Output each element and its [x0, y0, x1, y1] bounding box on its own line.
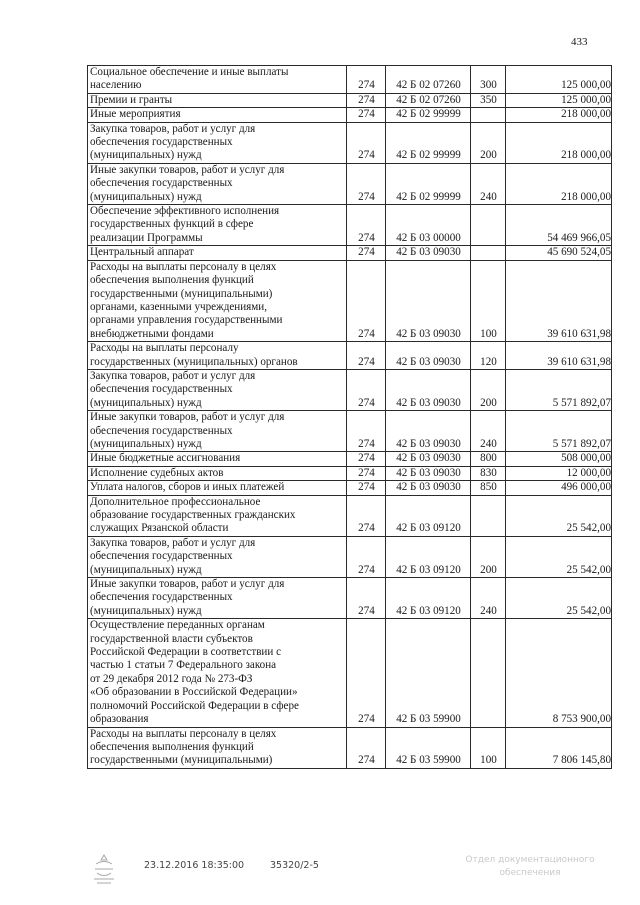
- expense-name-line: Российской Федерации в соответствии с: [90, 646, 282, 659]
- table-row: [88, 727, 612, 768]
- target-article-cell: 42 Б 03 09030: [386, 452, 471, 466]
- expense-name-line: частью 1 статьи 7 Федерального закона: [90, 659, 277, 672]
- target-article-cell: 42 Б 03 09030: [386, 260, 471, 341]
- table-row: [88, 163, 612, 204]
- grbs-code-cell: 274: [347, 536, 386, 577]
- grbs-code-cell: 274: [347, 369, 386, 410]
- expense-name-cell: [88, 578, 347, 619]
- target-article-cell: 42 Б 03 09030: [386, 481, 471, 495]
- amount-cell: 12 000,00: [506, 466, 612, 480]
- amount-cell: 508 000,00: [506, 452, 612, 466]
- expense-name-cell: [88, 260, 347, 341]
- expense-name-line: Обеспечение эффективного исполнения: [90, 205, 280, 218]
- amount-cell: 5 571 892,07: [506, 411, 612, 452]
- expense-name-cell: [88, 342, 347, 370]
- table-row: [88, 411, 612, 452]
- expense-name-cell: [88, 122, 347, 163]
- expense-type-cell: 800: [471, 452, 506, 466]
- target-article-cell: 42 Б 02 99999: [386, 163, 471, 204]
- expense-type-cell: 200: [471, 369, 506, 410]
- seal-stamp-icon: [91, 852, 117, 886]
- table-row: [88, 66, 612, 94]
- expense-name-line: реализации Программы: [90, 231, 203, 244]
- expense-name-line: «Об образовании в Российской Федерации»: [90, 686, 298, 699]
- expense-name-cell: [88, 411, 347, 452]
- expense-name-cell: [88, 246, 347, 260]
- expense-name-line: государственными (муниципальными): [90, 287, 273, 300]
- expense-name-line: образование государственных гражданских: [90, 509, 296, 521]
- expense-name-line: государственной власти субъектов: [90, 632, 253, 645]
- expense-name-line: Иные закупки товаров, работ и услуг для: [90, 578, 285, 591]
- expense-name-line: Расходы на выплаты персоналу в целях: [90, 727, 277, 740]
- target-article-cell: 42 Б 03 09030: [386, 342, 471, 370]
- expense-name-line: полномочий Российской Федерации в сфере: [90, 699, 299, 712]
- page-number: 433: [571, 36, 588, 48]
- expense-type-cell: 100: [471, 260, 506, 341]
- amount-cell: 5 571 892,07: [506, 369, 612, 410]
- amount-cell: 45 690 524,05: [506, 246, 612, 260]
- expense-name-line: (муниципальных) нужд: [90, 604, 202, 617]
- amount-cell: 25 542,00: [506, 536, 612, 577]
- expense-name-line: Закупка товаров, работ и услуг для: [90, 122, 256, 135]
- table-body: [88, 66, 612, 769]
- expense-name-line: Центральный аппарат: [90, 246, 194, 259]
- grbs-code-cell: 274: [347, 205, 386, 246]
- footer: [0, 852, 640, 892]
- expense-name-cell: [88, 163, 347, 204]
- grbs-code-cell: 274: [347, 108, 386, 122]
- expense-name-line: государственных функций в сфере: [90, 218, 254, 231]
- expense-name-cell: [88, 495, 347, 536]
- expense-type-cell: [471, 495, 506, 536]
- budget-table: [87, 65, 612, 769]
- expense-type-cell: [471, 619, 506, 727]
- expense-name-line: обеспечения государственных: [90, 177, 233, 190]
- amount-cell: 125 000,00: [506, 66, 612, 94]
- expense-name-line: обеспечения государственных: [90, 591, 233, 604]
- expense-name-line: внебюджетными фондами: [90, 327, 214, 340]
- expense-type-cell: [471, 205, 506, 246]
- amount-cell: 39 610 631,98: [506, 342, 612, 370]
- expense-name-line: (муниципальных) нужд: [90, 149, 202, 162]
- grbs-code-cell: 274: [347, 163, 386, 204]
- expense-name-line: от 29 декабря 2012 года № 273-ФЗ: [90, 672, 253, 685]
- grbs-code-cell: 274: [347, 260, 386, 341]
- expense-name-line: обеспечения государственных: [90, 550, 233, 563]
- expense-name-line: Осуществление переданных органам: [90, 619, 265, 632]
- grbs-code-cell: 274: [347, 342, 386, 370]
- expense-type-cell: 240: [471, 578, 506, 619]
- target-article-cell: 42 Б 03 09030: [386, 369, 471, 410]
- table-row: [88, 619, 612, 727]
- expense-name-line: Социальное обеспечение и иные выплаты: [90, 66, 289, 78]
- expense-type-cell: 830: [471, 466, 506, 480]
- expense-name-line: Иные мероприятия: [90, 108, 181, 121]
- target-article-cell: 42 Б 03 59900: [386, 727, 471, 768]
- amount-cell: 496 000,00: [506, 481, 612, 495]
- table-row: [88, 481, 612, 495]
- expense-name-line: обеспечения государственных: [90, 136, 233, 149]
- amount-cell: 54 469 966,05: [506, 205, 612, 246]
- expense-name-line: Дополнительное профессиональное: [90, 495, 261, 508]
- target-article-cell: 42 Б 03 59900: [386, 619, 471, 727]
- expense-name-cell: [88, 452, 347, 466]
- expense-name-cell: [88, 536, 347, 577]
- expense-name-cell: [88, 205, 347, 246]
- expense-name-line: Иные закупки товаров, работ и услуг для: [90, 411, 285, 424]
- expense-name-cell: [88, 93, 347, 107]
- expense-name-cell: [88, 108, 347, 122]
- grbs-code-cell: 274: [347, 578, 386, 619]
- expense-type-cell: 200: [471, 122, 506, 163]
- grbs-code-cell: 274: [347, 246, 386, 260]
- expense-name-line: государственных (муниципальных) органов: [90, 355, 298, 368]
- table-row: [88, 495, 612, 536]
- expense-name-line: Расходы на выплаты персоналу в целях: [90, 260, 277, 273]
- amount-cell: 218 000,00: [506, 122, 612, 163]
- amount-cell: 125 000,00: [506, 93, 612, 107]
- target-article-cell: 42 Б 03 09030: [386, 246, 471, 260]
- expense-name-line: Иные закупки товаров, работ и услуг для: [90, 163, 285, 176]
- table-row: [88, 122, 612, 163]
- expense-type-cell: [471, 108, 506, 122]
- expense-type-cell: 240: [471, 411, 506, 452]
- grbs-code-cell: 274: [347, 93, 386, 107]
- expense-name-cell: [88, 466, 347, 480]
- amount-cell: 218 000,00: [506, 108, 612, 122]
- target-article-cell: 42 Б 03 09030: [386, 466, 471, 480]
- amount-cell: 218 000,00: [506, 163, 612, 204]
- expense-name-line: (муниципальных) нужд: [90, 563, 202, 576]
- expense-name-line: Закупка товаров, работ и услуг для: [90, 369, 256, 382]
- expense-type-cell: [471, 246, 506, 260]
- amount-cell: 39 610 631,98: [506, 260, 612, 341]
- expense-name-line: Иные бюджетные ассигнования: [90, 452, 241, 465]
- expense-name-line: Премии и гранты: [90, 93, 173, 106]
- expense-name-line: обеспечения выполнения функций: [90, 274, 254, 287]
- expense-name-line: Расходы на выплаты персоналу: [90, 342, 239, 355]
- expense-name-line: служащих Рязанской области: [90, 522, 229, 535]
- expense-name-line: обеспечения государственных: [90, 383, 233, 396]
- table-row: [88, 452, 612, 466]
- grbs-code-cell: 274: [347, 66, 386, 94]
- grbs-code-cell: 274: [347, 452, 386, 466]
- grbs-code-cell: 274: [347, 619, 386, 727]
- target-article-cell: 42 Б 03 09120: [386, 536, 471, 577]
- table-row: [88, 260, 612, 341]
- target-article-cell: 42 Б 02 99999: [386, 122, 471, 163]
- expense-name-line: (муниципальных) нужд: [90, 190, 202, 203]
- expense-name-line: (муниципальных) нужд: [90, 437, 202, 450]
- watermark-line: Отдел документационного: [465, 855, 595, 865]
- grbs-code-cell: 274: [347, 411, 386, 452]
- target-article-cell: 42 Б 03 09030: [386, 411, 471, 452]
- expense-type-cell: 240: [471, 163, 506, 204]
- table-row: [88, 108, 612, 122]
- table-row: [88, 342, 612, 370]
- expense-name-line: органами управления государственными: [90, 314, 283, 327]
- table-row: [88, 466, 612, 480]
- expense-type-cell: 120: [471, 342, 506, 370]
- grbs-code-cell: 274: [347, 466, 386, 480]
- expense-name-line: Уплата налогов, сборов и иных платежей: [90, 481, 285, 494]
- expense-name-line: населению: [90, 79, 142, 92]
- watermark-line: обеспечения: [499, 868, 561, 878]
- expense-type-cell: 200: [471, 536, 506, 577]
- target-article-cell: 42 Б 02 99999: [386, 108, 471, 122]
- grbs-code-cell: 274: [347, 727, 386, 768]
- expense-name-cell: [88, 481, 347, 495]
- table-row: [88, 246, 612, 260]
- amount-cell: 7 806 145,80: [506, 727, 612, 768]
- expense-name-cell: [88, 619, 347, 727]
- expense-name-line: обеспечения государственных: [90, 424, 233, 437]
- table-row: [88, 93, 612, 107]
- expense-type-cell: 350: [471, 93, 506, 107]
- target-article-cell: 42 Б 03 09120: [386, 578, 471, 619]
- expense-name-cell: [88, 369, 347, 410]
- table-row: [88, 536, 612, 577]
- expense-name-line: государственными (муниципальными): [90, 754, 273, 767]
- target-article-cell: 42 Б 03 09120: [386, 495, 471, 536]
- amount-cell: 8 753 900,00: [506, 619, 612, 727]
- expense-name-line: обеспечения выполнения функций: [90, 740, 254, 753]
- expense-type-cell: 850: [471, 481, 506, 495]
- table-row: [88, 205, 612, 246]
- target-article-cell: 42 Б 03 00000: [386, 205, 471, 246]
- target-article-cell: 42 Б 02 07260: [386, 66, 471, 94]
- grbs-code-cell: 274: [347, 122, 386, 163]
- expense-name-line: органами, казенными учреждениями,: [90, 300, 267, 313]
- footer-document-code: 35320/2-5: [270, 860, 319, 871]
- expense-type-cell: 100: [471, 727, 506, 768]
- target-article-cell: 42 Б 02 07260: [386, 93, 471, 107]
- footer-date: 23.12.2016 18:35:00: [144, 860, 245, 871]
- expense-name-line: образования: [90, 713, 149, 726]
- expense-type-cell: 300: [471, 66, 506, 94]
- amount-cell: 25 542,00: [506, 578, 612, 619]
- expense-name-line: Исполнение судебных актов: [90, 466, 224, 479]
- expense-name-line: (муниципальных) нужд: [90, 396, 202, 409]
- grbs-code-cell: 274: [347, 481, 386, 495]
- expense-name-cell: [88, 66, 347, 94]
- table-row: [88, 578, 612, 619]
- grbs-code-cell: 274: [347, 495, 386, 536]
- expense-name-line: Закупка товаров, работ и услуг для: [90, 536, 256, 549]
- amount-cell: 25 542,00: [506, 495, 612, 536]
- table-row: [88, 369, 612, 410]
- expense-name-cell: [88, 727, 347, 768]
- footer-watermark: [440, 854, 620, 880]
